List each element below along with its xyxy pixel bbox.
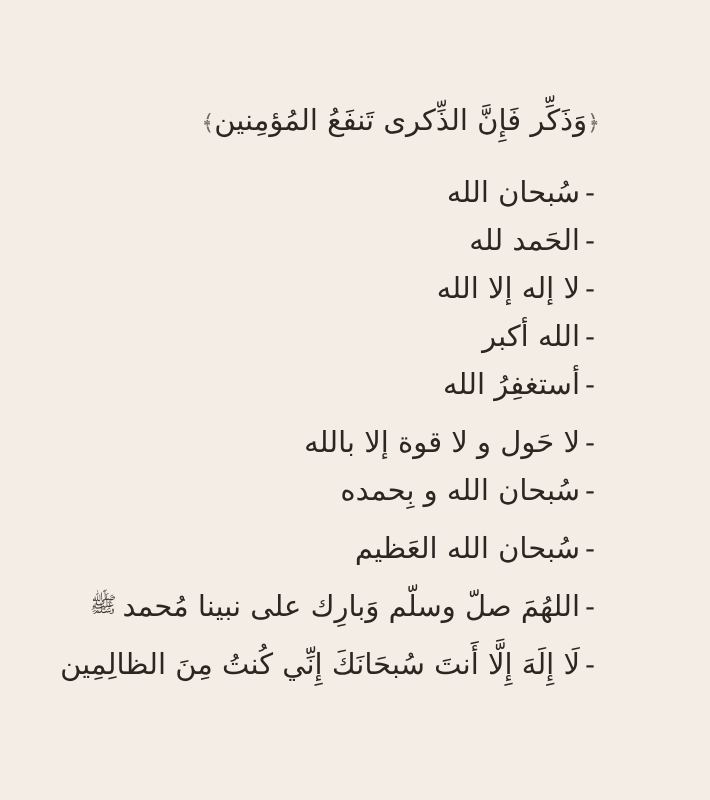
verse-close-ornament: ﴾: [201, 111, 215, 136]
list-item: [60, 640, 600, 688]
verse-open-ornament: ﴿: [587, 111, 600, 136]
bullet-dash: -: [585, 425, 595, 459]
bullet-dash: -: [585, 473, 595, 507]
bullet-dash: -: [585, 319, 595, 353]
dhikr-text: سُبحان الله: [446, 175, 580, 209]
dhikr-list: [60, 168, 600, 688]
dhikr-text: الحَمد لله: [469, 223, 580, 257]
bullet-dash: -: [585, 647, 595, 681]
list-item: [60, 582, 600, 630]
dhikr-text: لا حَول و لا قوة إلا بالله: [304, 425, 580, 459]
list-item: [60, 524, 600, 572]
dhikr-text: أستغفِرُ الله: [442, 367, 580, 401]
dhikr-text: الله أكبر: [482, 319, 580, 353]
quran-verse: [201, 100, 600, 144]
salawat-seal: ﷺ: [89, 593, 117, 618]
dhikr-text: سُبحان الله و بِحمده: [340, 473, 580, 507]
bullet-dash: -: [585, 271, 595, 305]
bullet-dash: -: [585, 175, 595, 209]
dhikr-text: اللهُمَ صلّ وسلّم وَبارِك على نبينا مُحمد: [122, 589, 580, 623]
list-item: [60, 312, 600, 360]
bullet-dash: -: [585, 367, 595, 401]
list-item: [60, 216, 600, 264]
bullet-dash: -: [585, 223, 595, 257]
dhikr-text: لا إله إلا الله: [436, 271, 580, 305]
bullet-dash: -: [585, 531, 595, 565]
bullet-dash: -: [585, 589, 595, 623]
verse-text: وَذَكِّر فَإِنَّ الذِّكرى تَنفَعُ المُؤمِنين: [214, 103, 588, 137]
list-item: [60, 466, 600, 514]
list-item: [60, 360, 600, 408]
dhikr-text: لَا إِلَهَ إِلَّا أَنتَ سُبحَانَكَ إِنِّي كُنتُ مِنَ الظالِمِين: [60, 647, 580, 681]
list-item: [60, 168, 600, 216]
dhikr-text: سُبحان الله العَظيم: [354, 531, 580, 565]
list-item: [60, 264, 600, 312]
list-item: [60, 418, 600, 466]
